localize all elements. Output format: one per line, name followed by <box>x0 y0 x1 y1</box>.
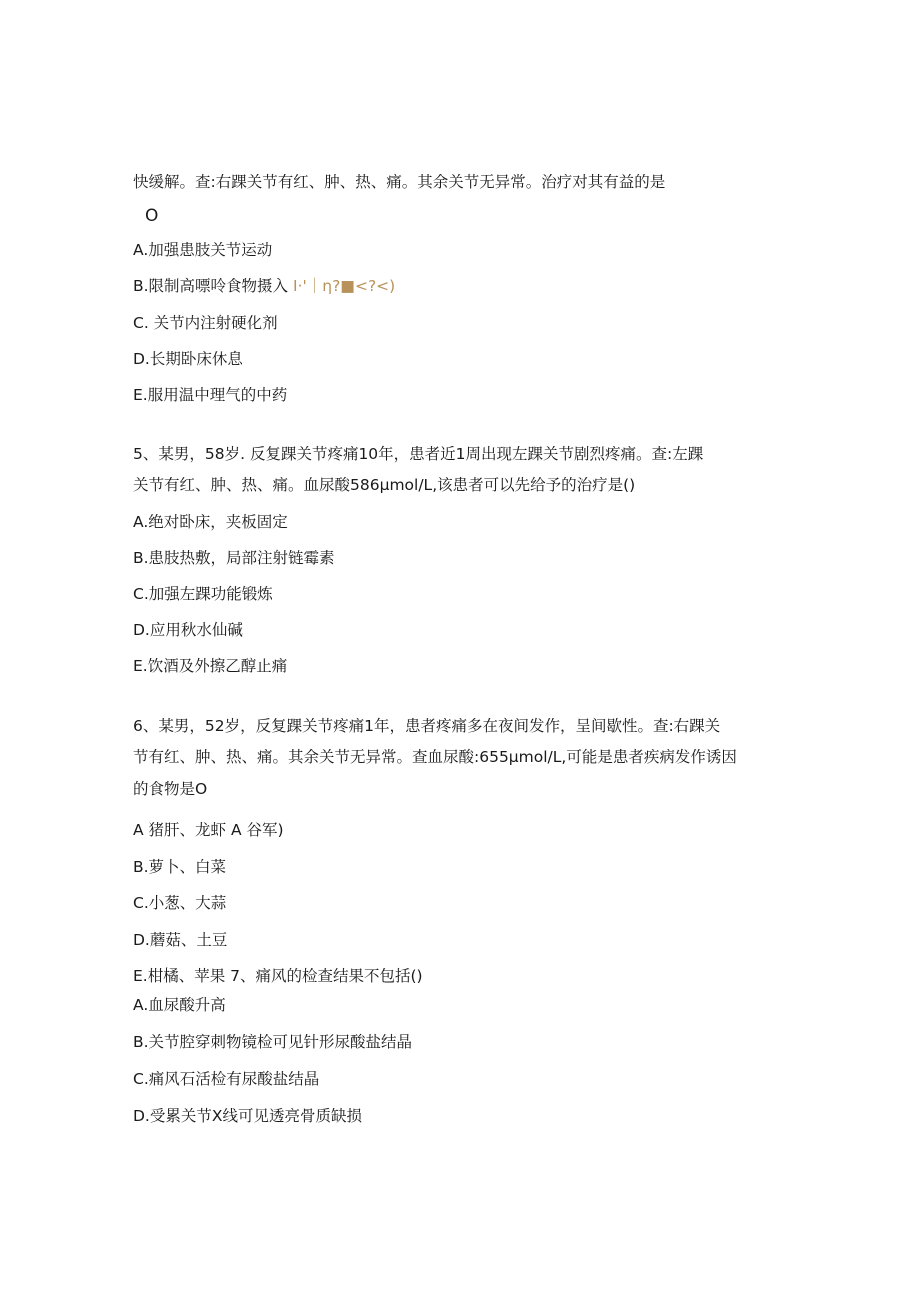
q7-option-a: A.血尿酸升高 <box>133 996 226 1014</box>
q5-option-c: C.加强左踝功能锻炼 <box>133 585 273 603</box>
q6-option-b: B.萝卜、白菜 <box>133 858 227 876</box>
q5-option-b: B.患肢热敷，局部注射链霉素 <box>133 549 335 567</box>
q7-option-b: B.关节腔穿刺物镜检可见针形尿酸盐结晶 <box>133 1033 413 1051</box>
q4-option-a: A.加强患肢关节运动 <box>133 241 273 259</box>
q4-option-d: D.长期卧床休息 <box>133 350 243 368</box>
q6-option-a: A 猪肝、龙虾 A 谷军) <box>133 821 284 839</box>
q5-option-e: E.饮酒及外擦乙醇止痛 <box>133 657 288 675</box>
q7-option-d: D.受累关节X线可见透亮骨质缺损 <box>133 1107 362 1125</box>
q5-option-d: D.应用秋水仙碱 <box>133 621 243 639</box>
q4-stem-line-1: 快缓解。查:右踝关节有红、肿、热、痛。其余关节无异常。治疗对其有益的是 <box>133 173 666 191</box>
q4-option-b-text: B.限制高嘌呤食物摄入 <box>133 277 289 295</box>
q6-option-c: C.小葱、大蒜 <box>133 894 227 912</box>
q4-option-c: C. 关节内注射硬化剂 <box>133 314 278 332</box>
q6-stem-line-3: 的食物是O <box>133 780 208 798</box>
q5-stem-line-2: 关节有红、肿、热、痛。血尿酸586μmol/L,该患者可以先给予的治疗是() <box>133 476 636 494</box>
q6-stem-line-1: 6、某男，52岁，反复踝关节疼痛1年，患者疼痛多在夜间发作，呈间歇性。查:右踝关 <box>133 717 721 735</box>
q4-option-e: E.服用温中理气的中药 <box>133 386 288 404</box>
q5-stem-line-1: 5、某男，58岁. 反复踝关节疼痛10年，患者近1周出现左踝关节剧烈疼痛。查:左踝 <box>133 445 704 463</box>
q4-option-b <box>133 276 395 296</box>
q7-option-c: C.痛风石活检有尿酸盐结晶 <box>133 1070 320 1088</box>
q6-stem-line-2: 节有红、肿、热、痛。其余关节无异常。查血尿酸:655μmol/L,可能是患者疾病发作诱因 <box>133 748 737 766</box>
q6-option-e-and-q7-stem: E.柑橘、苹果 7、痛风的检查结果不包括() <box>133 967 423 985</box>
q4-option-b-artifact: I·'｜η?■<?<) <box>293 277 396 295</box>
q5-option-a: A.绝对卧床，夹板固定 <box>133 513 288 531</box>
q4-stem-line-2: O <box>145 206 159 226</box>
q6-option-d: D.蘑菇、土豆 <box>133 931 228 949</box>
